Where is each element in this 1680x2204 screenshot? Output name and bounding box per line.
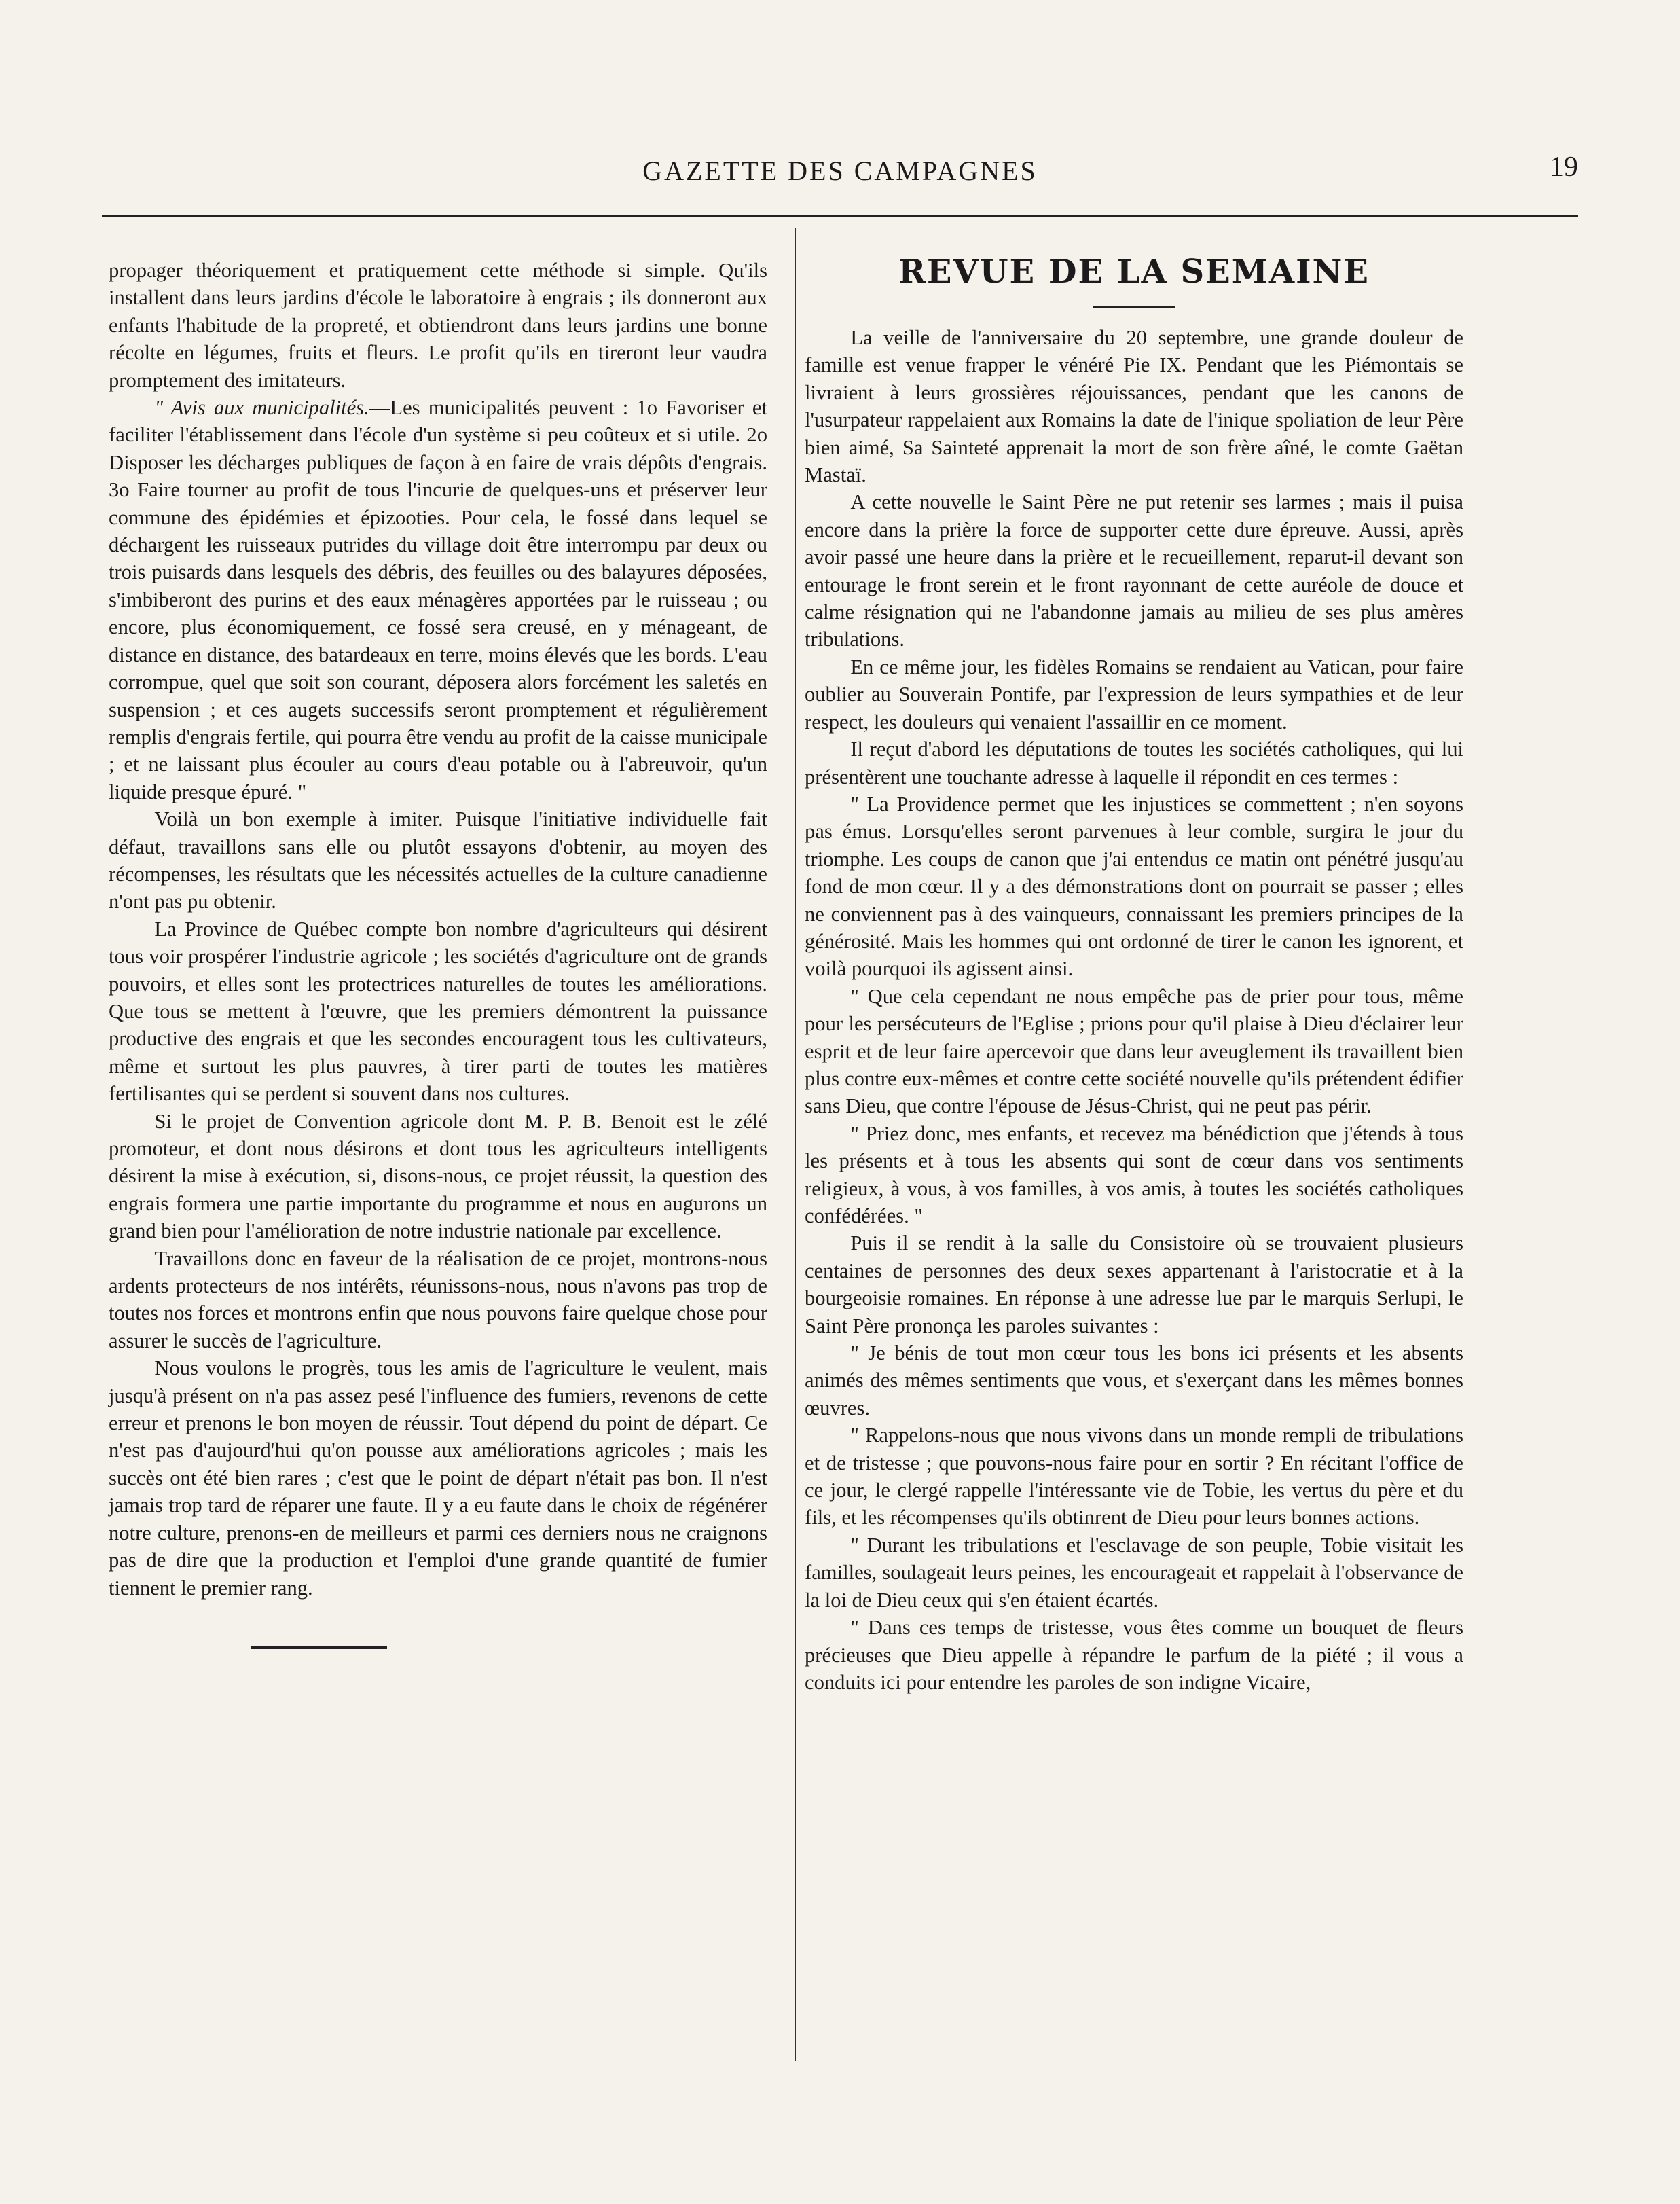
left-paragraph-7: Nous voulons le progrès, tous les amis de l'agriculture le veulent, mais jusqu'à présent on n'a pas assez pesé l'influence des fumiers, revenons de cette erreur et prenons le bon moyen de réussir. Tout dépend du point de départ. Ce n'est pas d'aujourd'hui qu'on pousse aux améliorations agricoles ; mais les succès ont été bien rares ; c'est que le point de départ n'était pas bon. Il n'est jamais trop tard de réparer une faute. Il y a eu faute dans le choix de régénérer notre culture, prenons-en de meilleurs et parmi ces derniers nous ne craignons pas de dire que la production et l'emploi d'une grande quantité de fumier tiennent le premier rang. — [109, 1356, 767, 1600]
right-paragraph-10: " Rappelons-nous que nous vivons dans un monde rempli de tribulations et de tristesse ; que pouvons-nous faire pour en sortir ? En récitant l'office de ce jour, le clergé rappelle l'intéressante vie de Tobie, les vertus du père et du fils, et les récompenses qu'ils obtinrent de Dieu pour leurs bonnes actions. — [805, 1424, 1463, 1530]
right-paragraph-1: La veille de l'anniversaire du 20 septembre, une grande douleur de famille est venue frapper le vénéré Pie IX. Pendant que les Piémontais se livraient à leurs grossières réjouissances, pendant que les canons de l'usurpateur rappelaient aux Romains la date de l'inique spoliation de leur Père bien aimé, Sa Sainteté apprenait la mort de son frère aîné, le comte Gaëtan Mastaï. — [805, 326, 1463, 487]
running-head — [102, 151, 1578, 192]
title-rule — [1093, 306, 1175, 308]
right-paragraph-3: En ce même jour, les fidèles Romains se rendaient au Vatican, pour faire oublier au Souverain Pontife, par l'expression de leurs sympathies et de leur respect, les douleurs qui venaient l'assaillir en ce moment. — [805, 655, 1463, 734]
right-paragraph-6: " Que cela cependant ne nous empêche pas de prier pour tous, même pour les persécuteurs de l'Eglise ; prions pour qu'il plaise à Dieu d'éclairer leur esprit et de leur faire apercevoir que dans leur aveuglement ils travaillent bien plus contre eux-mêmes et contre cette société nouvelle qu'ils prétendent édifier sans Dieu, que contre l'épouse de Jésus-Christ, qui ne peut pas périr. — [805, 984, 1463, 1118]
right-paragraph-4: Il reçut d'abord les députations de toutes les sociétés catholiques, qui lui présentèrent une touchante adresse à laquelle il répondit en ces termes : — [805, 738, 1463, 789]
right-paragraph-7: " Priez donc, mes enfants, et recevez ma bénédiction que j'étends à tous les présents et à tous les absents qui sont de cœur dans vos sentiments religieux, à vous, à vos familles, à vos amis, à toutes les sociétés catholiques confédérées. " — [805, 1121, 1463, 1227]
right-paragraph-12: " Dans ces temps de tristesse, vous êtes comme un bouquet de fleurs précieuses que Dieu appelle à répandre le parfum de la piété ; il vous a conduits ici pour entendre les paroles de son indigne Vicaire, — [805, 1616, 1463, 1694]
left-paragraph-5: Si le projet de Convention agricole dont M. P. B. Benoit est le zélé promoteur, et dont nous désirons et dont tous les agriculteurs intelligents désirent la mise à exécution, si, disons-nous, ce projet réussit, la question des engrais formera une partie importante du programme et nous en augurons un grand bien pour l'amélioration de notre industrie nationale par excellence. — [109, 1109, 767, 1243]
left-paragraph-3: Voilà un bon exemple à imiter. Puisque l'initiative individuelle fait défaut, travaillons sans elle ou plutôt essayons d'obtenir, au moyen des récompenses, les résultats que les nécessités actuelles de la culture canadienne n'ont pas pu obtenir. — [109, 808, 767, 914]
municipal-notice-body: —Les municipalités peuvent : 1o Favoriser et faciliter l'établissement dans l'école d'un système si peu coûteux et si utile. 2o Disposer les décharges publiques de façon à en faire de vrais dépôts d'engrais. 3o Faire tourner au profit de tous l'incurie de quelques-uns et préserver leur commune des épidémies et épizooties. Pour cela, le fossé dans lequel se déchargent les ruisseaux putrides du village doit être interrompu par deux ou trois puisards dans lesquels des débris, des feuilles ou des balayures déposées, s'imbiberont des purins et des eaux ménagères apportées par le ruisseau ; ou encore, plus économiquement, ce fossé sera creusé, en y ménageant, de distance en distance, des batardeaux en terre, moins élevés que les bords. L'eau corrompue, quel que soit son courant, déposera alors forcément les saletés en suspension ; et ces augets successifs seront promptement et régulièrement remplis d'engrais fertile, qui pourra être vendu au profit de la caisse municipale ; et ne laissant plus écouler au cours d'eau potable ou à l'abreuvoir, qu'un liquide presque épuré. " — [109, 396, 767, 803]
article-end-rule — [251, 1646, 387, 1649]
right-paragraph-9: " Je bénis de tout mon cœur tous les bons ici présents et les absents animés des mêmes sentiments que vous, et s'exerçant dans les mêmes bonnes œuvres. — [805, 1341, 1463, 1420]
header-rule — [102, 215, 1578, 217]
left-paragraph-6: Travaillons donc en faveur de la réalisation de ce projet, montrons-nous ardents protecteurs de nos intérêts, réunissons-nous, nous n'avons pas trop de toutes nos forces et montrons enfin que nous pouvons faire quelque chose pour assurer le succès de l'agriculture. — [109, 1246, 767, 1352]
right-paragraph-11: " Durant les tribulations et l'esclavage de son peuple, Tobie visitait les familles, soulageait leurs peines, les encourageait et rappelait à l'observance de la loi de Dieu ceux qui s'en étaient écartés. — [805, 1533, 1463, 1612]
publication-title: GAZETTE DES CAMPAGNES — [642, 156, 1038, 186]
right-paragraph-8: Puis il se rendit à la salle du Consistoire où se trouvaient plusieurs centaines de personnes des deux sexes appartenant à l'aristocratie et à la bourgeoisie romaines. En réponse à une adresse lue par le marquis Serlupi, le Saint Père prononça les paroles suivantes : — [805, 1231, 1463, 1337]
municipal-notice-lead: " Avis aux municipalités. — [154, 396, 369, 420]
page-number: 19 — [1550, 151, 1578, 183]
left-paragraph-4: La Province de Québec compte bon nombre d'agriculteurs qui désirent tous voir prospérer l'industrie agricole ; les sociétés d'agriculture ont de grands pouvoirs, et elles sont les protectrices naturelles de toutes les améliorations. Que tous se mettent à l'œuvre, que les premiers démontrent la puissance productive des engrais et que les secondes encouragent tous les cultivateurs, même et surtout les plus pauvres, à tirer parti de toutes les matières fertilisantes qui se perdent si souvent dans nos cultures. — [109, 917, 767, 1106]
left-paragraph-1: propager théoriquement et pratiquement cette méthode si simple. Qu'ils installent dans leurs jardins d'école le laboratoire à engrais ; ils donneront aux enfants l'habitude de la propreté, et obtiendront dans leurs jardins une bonne récolte en légumes, fruits et fleurs. Le profit qu'ils en tireront leur vaudra promptement des imitateurs. — [109, 259, 767, 392]
column-divider — [795, 228, 796, 2061]
right-paragraph-5: " La Providence permet que les injustices se commettent ; n'en soyons pas émus. Lorsqu'elles seront parvenues à leur comble, surgira le jour du triomphe. Les coups de canon que j'ai entendus ce matin ont pénétré jusqu'au fond de mon cœur. Il y a des démonstrations dont on pourrait se passer ; elles ne conviennent pas à des vainqueurs, connaissant les premiers principes de la générosité. Mais les hommes qui ont ordonné de tirer le canon les ignorent, et voilà pourquoi ils agissent ainsi. — [805, 792, 1463, 981]
right-paragraph-2: A cette nouvelle le Saint Père ne put retenir ses larmes ; mais il puisa encore dans la prière la force de supporter cette dure épreuve. Aussi, après avoir passé une heure dans la prière et le recueillement, reparut-il devant son entourage le front serein et le front rayonnant de cette auréole de douce et calme résignation qui ne l'abandonne jamais au milieu de ses plus amères tribulations. — [805, 490, 1463, 651]
section-title: REVUE DE LA SEMAINE — [898, 253, 1370, 291]
left-paragraph-2 — [109, 394, 767, 806]
right-column — [805, 253, 1463, 1696]
left-column — [109, 257, 767, 1649]
